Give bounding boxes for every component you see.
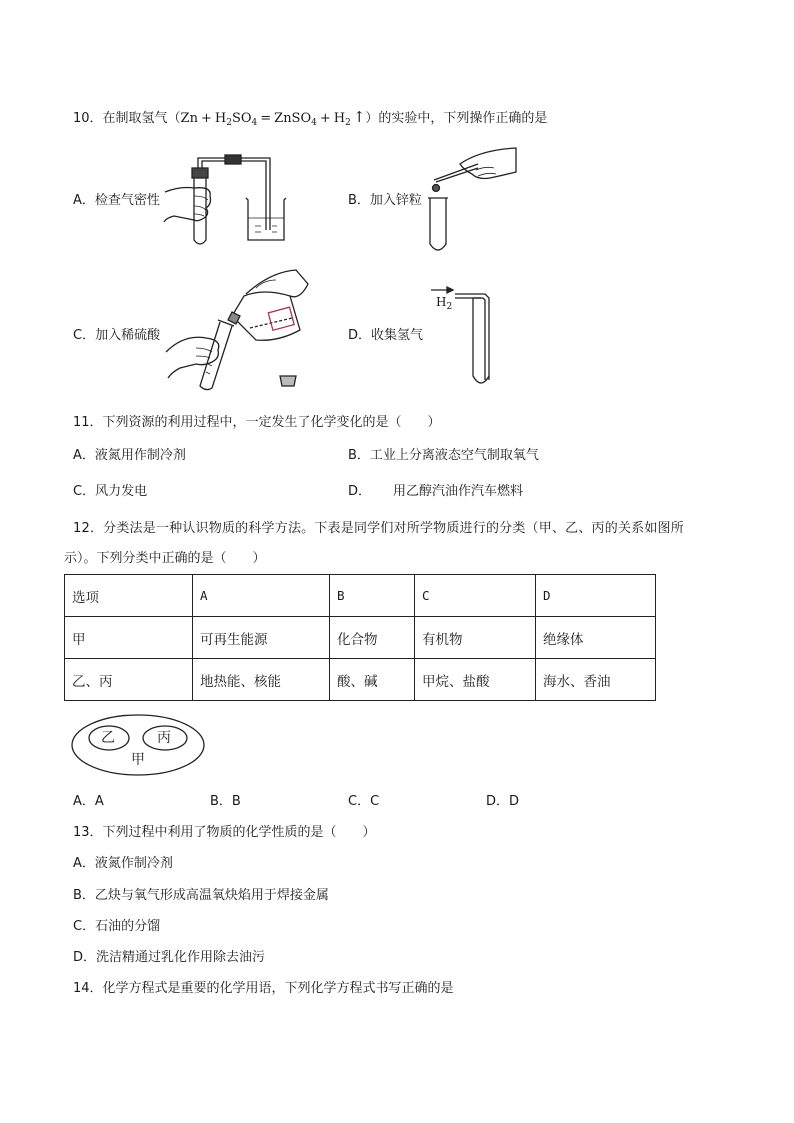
option-10-c: C．加入稀硫酸 bbox=[73, 328, 161, 343]
classification-table bbox=[64, 574, 656, 701]
option-13-a: A．液氮作制冷剂 bbox=[73, 856, 173, 871]
table-cell: 甲烷、盐酸 bbox=[415, 659, 536, 701]
option-11-a: A．液氮用作制冷剂 bbox=[73, 448, 186, 463]
option-13-c: C．石油的分馏 bbox=[73, 919, 161, 934]
table-header-cell: D bbox=[536, 575, 656, 617]
diagram-label-bing: 丙 bbox=[157, 730, 171, 746]
table-cell: 酸、碱 bbox=[330, 659, 415, 701]
question-10-prefix: 10．在制取氢气（ bbox=[73, 111, 181, 126]
table-header-row bbox=[65, 575, 656, 617]
table-cell: 地热能、核能 bbox=[193, 659, 330, 701]
option-10-a: A．检查气密性 bbox=[73, 193, 160, 208]
option-12-b: B．B bbox=[210, 794, 241, 809]
option-12-d: D．D bbox=[486, 794, 520, 809]
table-cell: 海水、香油 bbox=[536, 659, 656, 701]
option-10-b: B．加入锌粒 bbox=[348, 193, 422, 208]
h2-label: $H_2$ bbox=[436, 295, 453, 312]
table-cell: 绝缘体 bbox=[536, 617, 656, 659]
table-header-cell: C bbox=[415, 575, 536, 617]
figure-airtightness-check bbox=[160, 148, 290, 248]
table-header-cell: B bbox=[330, 575, 415, 617]
table-row bbox=[65, 659, 656, 701]
question-12-stem-line2: 示）。下列分类中正确的是（ ） bbox=[64, 551, 266, 566]
table-cell: 甲 bbox=[65, 617, 193, 659]
question-10-stem bbox=[73, 108, 547, 132]
figure-adding-zinc bbox=[420, 142, 520, 257]
question-13-stem: 13．下列过程中利用了物质的化学性质的是（ ） bbox=[73, 825, 376, 840]
diagram-label-jia: 甲 bbox=[131, 752, 145, 768]
option-13-d: D．洗洁精通过乳化作用除去油污 bbox=[73, 950, 266, 965]
diagram-label-yi: 乙 bbox=[101, 730, 115, 746]
question-14-stem: 14．化学方程式是重要的化学用语，下列化学方程式书写正确的是 bbox=[73, 981, 454, 996]
table-cell: 乙、丙 bbox=[65, 659, 193, 701]
question-10-suffix: ）的实验中，下列操作正确的是 bbox=[365, 111, 548, 126]
question-12-stem-line1: 12．分类法是一种认识物质的科学方法。下表是同学们对所学物质进行的分类（甲、乙、丙的关系如图所 bbox=[73, 521, 684, 536]
reaction-equation: $Zn + H_2SO_4$ = ZnSO$_4$ + $H_2$ ↑ bbox=[180, 108, 366, 128]
table-header-cell: A bbox=[193, 575, 330, 617]
figure-adding-acid bbox=[160, 268, 310, 393]
table-cell: 可再生能源 bbox=[193, 617, 330, 659]
option-12-c: C．C bbox=[348, 794, 380, 809]
question-11-stem: 11．下列资源的利用过程中，一定发生了化学变化的是（ ） bbox=[73, 415, 441, 430]
option-11-b: B．工业上分离液态空气制取氧气 bbox=[348, 448, 539, 463]
option-13-b: B．乙炔与氧气形成高温氧炔焰用于焊接金属 bbox=[73, 888, 329, 903]
option-11-d bbox=[348, 483, 523, 501]
table-row bbox=[65, 617, 656, 659]
option-12-a: A．A bbox=[73, 794, 104, 809]
option-11-d-text: 用乙醇汽油作汽车燃料 bbox=[393, 484, 524, 499]
option-10-d: D．收集氢气 bbox=[348, 328, 424, 343]
table-header-cell: 选项 bbox=[65, 575, 193, 617]
option-11-d-letter: D． bbox=[348, 484, 372, 499]
table-cell: 有机物 bbox=[415, 617, 536, 659]
table-cell: 化合物 bbox=[330, 617, 415, 659]
option-11-c: C．风力发电 bbox=[73, 484, 148, 499]
